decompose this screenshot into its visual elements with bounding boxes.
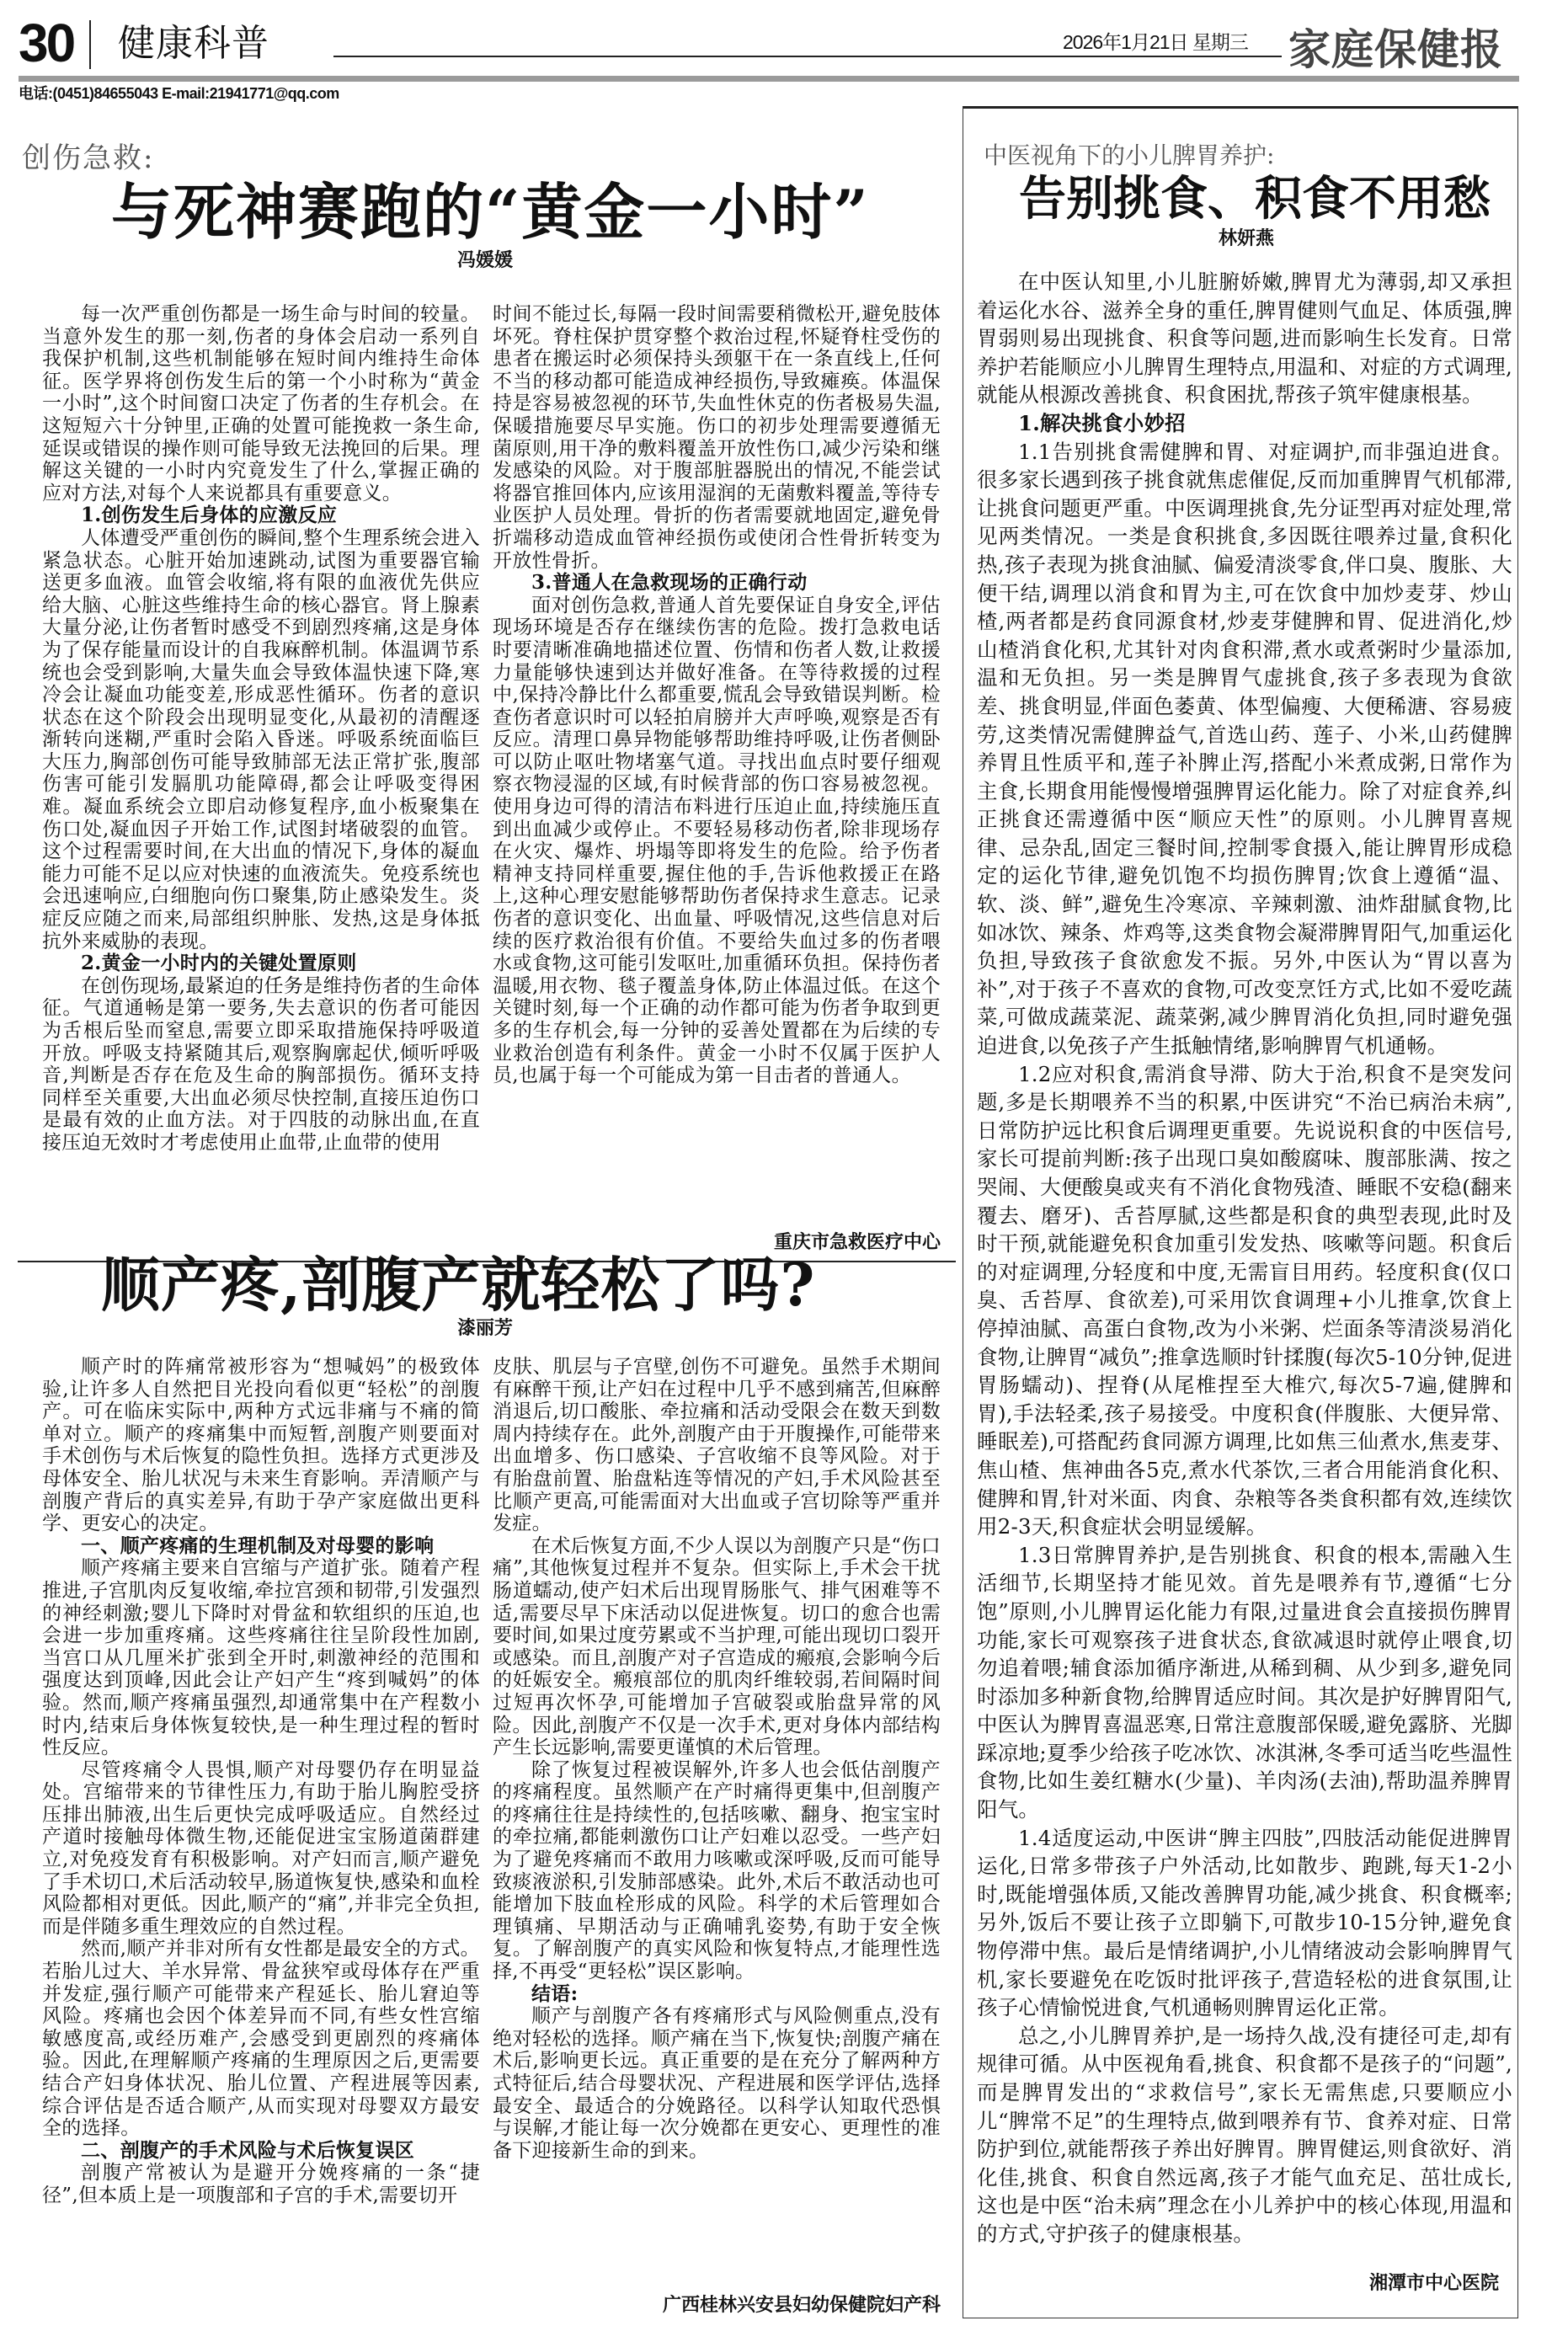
article2-column-1 — [42, 1356, 480, 2207]
paragraph: 1.1告别挑食需健脾和胃、对症调护,而非强迫进食。很多家长遇到孩子挑食就焦虑催促,反而加重脾胃气机郁滞,让挑食问题更严重。中医调理挑食,先分证型再对症处理,常见两类情况。一类是食积挑食,多因既往喂养过量,食积化热,孩子表现为挑食油腻、偏爱清淡零食,伴口臭、腹胀、大便干结,调理以消食和胃为主,可在饮食中加炒麦芽、炒山楂,两者都是药食同源食材,炒麦芽健脾和胃、促进消化,炒山楂消食化积,尤其针对肉食积滞,煮水或煮粥时少量添加,温和无负担。另一类是脾胃气虚挑食,孩子多表现为食欲差、挑食明显,伴面色萎黄、体型偏瘦、大便稀溏、容易疲劳,这类情况需健脾益气,首选山药、莲子、小米,山药健脾养胃且性质平和,莲子补脾止泻,搭配小米煮成粥,日常作为主食,长期食用能慢慢增强脾胃运化能力。除了对症食养,纠正挑食还需遵循中医“顺应天性”的原则。小儿脾胃喜规律、忌杂乱,固定三餐时间,控制零食摄入,能让脾胃形成稳定的运化节律,避免饥饱不均损伤脾胃;饮食上遵循“温、软、淡、鲜”,避免生冷寒凉、辛辣刺激、油炸甜腻食物,比如冰饮、辣条、炸鸡等,这类食物会凝滞脾胃阳气,加重运化负担,导致孩子食欲愈发不振。另外,中医认为“胃以喜为补”,对于孩子不喜欢的食物,可改变烹饪方式,比如不爱吃蔬菜,可做成蔬菜泥、蔬菜粥,减少脾胃消化负担,同时避免强迫进食,以免孩子产生抵触情绪,影响脾胃气机通畅。 — [977, 439, 1512, 1059]
paragraph: 每一次严重创伤都是一场生命与时间的较量。当意外发生的那一刻,伤者的身体会启动一系列自我保护机制,这些机制能够在短时间内维持生命体征。医学界将创伤发生后的第一个小时称为“黄金一小时”,这个时间窗口决定了伤者的生存机会。在这短短六十分钟里,正确的处置可能挽救一条生命,延误或错误的操作则可能导致无法挽回的后果。理解这关键的一小时内究竟发生了什么,掌握正确的应对方法,对每个人来说都具有重要意义。 — [42, 303, 480, 504]
paragraph: 尽管疼痛令人畏惧,顺产对母婴仍存在明显益处。宫缩带来的节律性压力,有助于胎儿胸腔受挤压排出肺液,出生后更快完成呼吸适应。自然经过产道时接触母体微生物,还能促进宝宝肠道菌群建立,对免疫发育有积极影响。对产妇而言,顺产避免了手术切口,术后活动较早,肠道恢复快,感染和血栓风险都相对更低。因此,顺产的“痛”,并非完全负担,而是伴随多重生理效应的自然过程。 — [42, 1758, 480, 1938]
article2-column-2 — [493, 1356, 941, 2162]
section-title: 健康科普 — [118, 22, 269, 65]
section-heading: 2.黄金一小时内的关键处置原则 — [81, 952, 357, 975]
article3-source: 湘潭市中心医院 — [1368, 2272, 1499, 2294]
section-heading: 1.创伤发生后身体的应激反应 — [81, 504, 338, 527]
paragraph: 人体遭受严重创伤的瞬间,整个生理系统会进入紧急状态。心脏开始加速跳动,试图为重要器官输送更多血液。血管会收缩,将有限的血液优先供应给大脑、心脏这些维持生命的核心器官。肾上腺素大量分泌,让伤者暂时感受不到剧烈疼痛,这是身体为了保存能量而设计的自我麻醉机制。体温调节系统也会受到影响,大量失血会导致体温快速下降,寒冷会让凝血功能变差,形成恶性循环。伤者的意识状态在这个阶段会出现明显变化,从最初的清醒逐渐转向迷糊,严重时会陷入昏迷。呼吸系统面临巨大压力,胸部创伤可能导致肺部无法正常扩张,腹部伤害可能引发膈肌功能障碍,都会让呼吸变得困难。凝血系统会立即启动修复程序,血小板聚集在伤口处,凝血因子开始工作,试图封堵破裂的血管。这个过程需要时间,在大出血的情况下,身体的凝血能力可能不足以应对快速的血液流失。免疫系统也会迅速响应,白细胞向伤口聚集,防止感染发生。炎症反应随之而来,局部组织肿胀、发热,这是身体抵抗外来威胁的表现。 — [42, 526, 480, 952]
section-heading: 一、顺产疼痛的生理机制及对母婴的影响 — [81, 1534, 435, 1557]
section-heading: 结语: — [531, 1982, 579, 2005]
article1-source: 重庆市急救医疗中心 — [773, 1231, 941, 1253]
section-heading: 1.解决挑食小妙招 — [1018, 410, 1186, 435]
issue-date: 2026年1月21日 星期三 — [1063, 31, 1248, 53]
paragraph: 顺产与剖腹产各有疼痛形式与风险侧重点,没有绝对轻松的选择。顺产痛在当下,恢复快;剖腹产痛在术后,影响更长远。真正重要的是在充分了解两种方式特征后,结合母婴状况、产程进展和医学评估,选择最安全、最适合的分娩路径。以科学认知取代恐惧与误解,才能让每一次分娩都在更安心、更理性的准备下迎接新生命的到来。 — [493, 2005, 941, 2162]
article1-column-1 — [42, 303, 480, 1155]
paragraph-continued: 皮肤、肌层与子宫壁,创伤不可避免。虽然手术期间有麻醉干预,让产妇在过程中几乎不感到痛苦,但麻醉消退后,切口酸胀、牵拉痛和活动受限会在数天到数周内持续存在。此外,剖腹产由于开腹操作,可能带来出血增多、伤口感染、子宫收缩不良等风险。对于有胎盘前置、胎盘粘连等情况的产妇,手术风险甚至比顺产更高,可能需面对大出血或子宫切除等严重并发症。 — [493, 1356, 941, 1535]
section-heading: 3.普通人在急救现场的正确行动 — [531, 571, 808, 595]
article3-kicker: 中医视角下的小儿脾胃养护: — [984, 141, 1275, 169]
paragraph: 顺产时的阵痛常被形容为“想喊妈”的极致体验,让许多人自然把目光投向看似更“轻松”的剖腹产。可在临床实际中,两种方式远非痛与不痛的简单对立。顺产的疼痛集中而短暂,剖腹产则要面对手术创伤与术后恢复的隐性负担。选择方式更涉及母体安全、胎儿状况与未来生育影响。弄清顺产与剖腹产背后的真实差异,有助于孕产家庭做出更科学、更安心的决定。 — [42, 1356, 480, 1535]
paragraph-continued: 时间不能过长,每隔一段时间需要稍微松开,避免肢体坏死。脊柱保护贯穿整个救治过程,怀疑脊柱受伤的患者在搬运时必须保持头颈躯干在一条直线上,任何不当的移动都可能造成神经损伤,导致瘫痪。体温保持是容易被忽视的环节,失血性休克的伤者极易失温,保暖措施要尽早实施。伤口的初步处理需要遵循无菌原则,用干净的敷料覆盖开放性伤口,减少污染和继发感染的风险。对于腹部脏器脱出的情况,不能尝试将器官推回体内,应该用湿润的无菌敷料覆盖,等待专业医护人员处理。骨折的伤者需要就地固定,避免骨折端移动造成血管神经损伤或使闭合性骨折转变为开放性骨折。 — [493, 303, 941, 572]
paragraph: 1.3日常脾胃养护,是告别挑食、积食的根本,需融入生活细节,长期坚持才能见效。首先是喂养有节,遵循“七分饱”原则,小儿脾胃运化能力有限,过量进食会直接损伤脾胃功能,家长可观察孩子进食状态,食欲减退时就停止喂食,切勿追着喂;辅食添加循序渐进,从稀到稠、从少到多,避免同时添加多种新食物,给脾胃适应时间。其次是护好脾胃阳气,中医认为脾胃喜温恶寒,日常注意腹部保暖,避免露脐、光脚踩凉地;夏季少给孩子吃冰饮、冰淇淋,冬季可适当吃些温性食物,比如生姜红糖水(少量)、羊肉汤(去油),帮助温养脾胃阳气。 — [977, 1542, 1512, 1822]
article3-title: 告别挑食、积食不用愁 — [1019, 171, 1491, 227]
paragraph: 总之,小儿脾胃养护,是一场持久战,没有捷径可走,却有规律可循。从中医视角看,挑食、积食都不是孩子的“问题”,而是脾胃发出的“求救信号”,家长无需焦虑,只要顺应小儿“脾常不足”的生理特点,做到喂养有节、食养对症、日常防护到位,就能帮孩子养出好脾胃。脾胃健运,则食欲好、消化佳,挑食、积食自然远离,孩子才能气血充足、茁壮成长,这也是中医“治未病”理念在小儿养护中的核心体现,用温和的方式,守护孩子的健康根基。 — [977, 2023, 1512, 2246]
paragraph: 1.2应对积食,需消食导滞、防大于治,积食不是突发问题,多是长期喂养不当的积累,中医讲究“不治已病治未病”,日常防护远比积食后调理更重要。先说说积食的中医信号,家长可提前判断:孩子出现口臭如酸腐味、腹部胀满、按之哭闹、大便酸臭或夹有不消化食物残渣、睡眠不安稳(翻来覆去、磨牙)、舌苔厚腻,这些都是积食的典型表现,此时及时干预,就能避免积食加重引发发热、咳嗽等问题。积食后的对症调理,分轻度和中度,无需盲目用药。轻度积食(仅口臭、舌苔厚、食欲差),可采用饮食调理+小儿推拿,饮食上停掉油腻、高蛋白食物,改为小米粥、烂面条等清淡易消化食物,让脾胃“减负”;推拿选顺时针揉腹(每次5-10分钟,促进胃肠蠕动)、捏脊(从尾椎捏至大椎穴,每次5-7遍,健脾和胃),手法轻柔,孩子易接受。中度积食(伴腹胀、大便异常、睡眠差),可搭配药食同源方调理,比如焦三仙煮水,焦麦芽、焦山楂、焦神曲各5克,煮水代茶饮,三者合用能消食化积、健脾和胃,针对米面、肉食、杂粮等各类食积都有效,连续饮用2-3天,积食症状会明显缓解。 — [977, 1061, 1512, 1539]
header-gray-rule — [19, 76, 1519, 82]
paragraph: 面对创伤急救,普通人首先要保证自身安全,评估现场环境是否存在继续伤害的危险。拨打急救电话时要清晰准确地描述位置、伤情和伤者人数,让救援力量能够快速到达并做好准备。在等待救援的过程中,保持冷静比什么都重要,慌乱会导致错误判断。检查伤者意识时可以轻拍肩膀并大声呼唤,观察是否有反应。清理口鼻异物能够帮助维持呼吸,让伤者侧卧可以防止呕吐物堵塞气道。寻找出血点时要仔细观察衣物浸湿的区域,有时候背部的伤口容易被忽视。使用身边可得的清洁布料进行压迫止血,持续施压直到出血减少或停止。不要轻易移动伤者,除非现场存在火灾、爆炸、坍塌等即将发生的危险。给予伤者精神支持同样重要,握住他的手,告诉他救援正在路上,这种心理安慰能够帮助伤者保持求生意志。记录伤者的意识变化、出血量、呼吸情况,这些信息对后续的医疗救治很有价值。不要给失血过多的伤者喂水或食物,这可能引发呕吐,加重循环负担。保持伤者温暖,用衣物、毯子覆盖身体,防止体温过低。在这个关键时刻,每一个正确的动作都可能为伤者争取到更多的生存机会,每一分钟的妥善处置都在为后续的专业救治创造有利条件。黄金一小时不仅属于医护人员,也属于每一个可能成为第一目击者的普通人。 — [493, 594, 941, 1087]
paragraph: 1.4适度运动,中医讲“脾主四肢”,四肢活动能促进脾胃运化,日常多带孩子户外活动,比如散步、跑跳,每天1-2小时,既能增强体质,又能改善脾胃功能,减少挑食、积食概率;另外,饭后不要让孩子立即躺下,可散步10-15分钟,避免食物停滞中焦。最后是情绪调护,小儿情绪波动会影响脾胃气机,家长要避免在吃饭时批评孩子,营造轻松的进食氛围,让孩子心情愉悦进食,气机通畅则脾胃运化正常。 — [977, 1825, 1512, 2020]
paragraph: 然而,顺产并非对所有女性都是最安全的方式。若胎儿过大、羊水异常、骨盆狭窄或母体存在严重并发症,强行顺产可能带来产程延长、胎儿窘迫等风险。疼痛也会因个体差异而不同,有些女性宫缩敏感度高,或经历难产,会感受到更剧烈的疼痛体验。因此,在理解顺产疼痛的生理原因之后,更需要结合产妇身体状况、胎儿位置、产程进展等因素,综合评估是否适合顺产,从而实现对母婴双方最安全的选择。 — [42, 1938, 480, 2140]
article1-title: 与死神赛跑的“黄金一小时” — [111, 176, 870, 248]
header-rule — [333, 56, 1282, 57]
article3-author: 林妍燕 — [1218, 227, 1274, 249]
paragraph: 在创伤现场,最紧迫的任务是维持伤者的生命体征。气道通畅是第一要务,失去意识的伤者可能因为舌根后坠而窒息,需要立即采取措施保持呼吸道开放。呼吸支持紧随其后,观察胸廓起伏,倾听呼吸音,判断是否存在危及生命的胸部损伤。循环支持同样至关重要,大出血必须尽快控制,直接压迫伤口是最有效的止血方法。对于四肢的动脉出血,在直接压迫无效时才考虑使用止血带,止血带的使用 — [42, 974, 480, 1154]
article2-title: 顺产疼,剖腹产就轻松了吗? — [101, 1250, 816, 1320]
article2-source: 广西桂林兴安县妇幼保健院妇产科 — [662, 2294, 941, 2316]
paragraph: 剖腹产常被认为是避开分娩疼痛的一条“捷径”,但本质上是一项腹部和子宫的手术,需要切开 — [42, 2162, 480, 2206]
page-number: 30 — [19, 13, 74, 73]
paragraph: 在中医认知里,小儿脏腑娇嫩,脾胃尤为薄弱,却又承担着运化水谷、滋养全身的重任,脾胃健则气血足、体质强,脾胃弱则易出现挑食、积食等问题,进而影响生长发育。日常养护若能顺应小儿脾胃生理特点,用温和、对症的方式调理,就能从根源改善挑食、积食困扰,帮孩子筑牢健康根基。 — [977, 269, 1512, 408]
section-heading: 二、剖腹产的手术风险与术后恢复误区 — [81, 2138, 415, 2162]
newspaper-masthead: 家庭保健报 — [1288, 24, 1503, 74]
paragraph: 除了恢复过程被误解外,许多人也会低估剖腹产的疼痛程度。虽然顺产在产时痛得更集中,但剖腹产的疼痛往往是持续性的,包括咳嗽、翻身、抱宝宝时的牵拉痛,都能刺激伤口让产妇难以忍受。一些产妇为了避免疼痛而不敢用力咳嗽或深呼吸,反而可能导致痰液淤积,引发肺部感染。此外,术后不敢活动也可能增加下肢血栓形成的风险。科学的术后管理如合理镇痛、早期活动与正确哺乳姿势,有助于安全恢复。了解剖腹产的真实风险和恢复特点,才能理性选择,不再受“更轻松”误区影响。 — [493, 1758, 941, 1983]
paragraph: 在术后恢复方面,不少人误以为剖腹产只是“伤口痛”,其他恢复过程并不复杂。但实际上,手术会干扰肠道蠕动,使产妇术后出现胃肠胀气、排气困难等不适,需要尽早下床活动以促进恢复。切口的愈合也需要时间,如果过度劳累或不当护理,可能出现切口裂开或感染。而且,剖腹产对子宫造成的瘢痕,会影响今后的妊娠安全。瘢痕部位的肌肉纤维较弱,若间隔时间过短再次怀孕,可能增加子宫破裂或胎盘异常的风险。因此,剖腹产不仅是一次手术,更对身体内部结构产生长远影响,需要更谨慎的术后管理。 — [493, 1534, 941, 1759]
article1-column-2 — [493, 303, 941, 1087]
article1-kicker: 创伤急救: — [22, 141, 155, 175]
contact-info: 电话:(0451)84655043 E-mail:21941771@qq.com — [19, 85, 339, 102]
article2-author: 漆丽芳 — [456, 1317, 513, 1339]
paragraph: 顺产疼痛主要来自宫缩与产道扩张。随着产程推进,子宫肌肉反复收缩,牵拉宫颈和韧带,引发强烈的神经刺激;婴儿下降时对骨盆和软组织的压迫,也会进一步加重疼痛。这些疼痛往往呈阶段性加剧,当宫口从几厘米扩张到全开时,刺激神经的范围和强度达到顶峰,因此会让产妇产生“疼到喊妈”的体验。然而,顺产疼痛虽强烈,却通常集中在产程数小时内,结束后身体恢复较快,是一种生理过程的暂时性反应。 — [42, 1557, 480, 1759]
article1-author: 冯媛媛 — [456, 249, 513, 271]
header-divider — [89, 20, 91, 69]
article3-body — [977, 268, 1512, 2249]
